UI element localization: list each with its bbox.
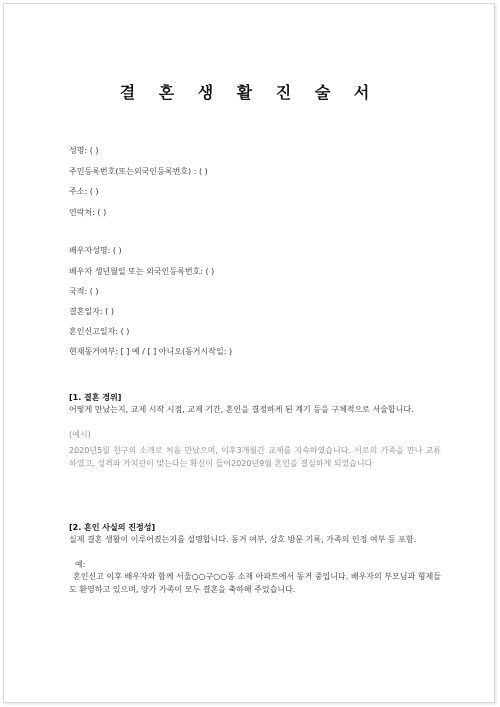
field-contact: 연락처: ( ) (69, 208, 107, 217)
field-spouse-name: 배우자성명: ( ) (69, 246, 122, 255)
section2-example-text: 혼인신고 이후 배우자와 함께 서울○○구○○동 소재 아파트에서 동거 중입니다. 배우자의 부모님과 형제들도 환영하고 있으며, 양가 가족이 모두 결혼을 축하해 주었습니다. (69, 572, 441, 594)
field-spouse-dob: 배우자 생년월일 또는 외국인등록번호: ( ) (69, 267, 215, 276)
field-nationality: 국적: ( ) (69, 287, 99, 296)
section2-instruction: 실제 결혼 생활이 이루어졌는지를 설명합니다. 동거 여부, 상호 방문 기록, 가족의 인정 여부 등 포함. (69, 535, 417, 544)
document-title: 결 혼 생 활 진 술 서 (119, 83, 379, 102)
field-registration-date: 혼인신고일자: ( ) (69, 327, 130, 336)
document-page (3, 3, 495, 703)
section1-example-label: (예시) (69, 430, 91, 439)
section1-example-text: 2020년5월 친구의 소개로 처음 만났으며, 이후3개월간 교제를 지속하였습니다. 서로의 가족을 만나 교류하였고, 성격과 가치관이 맞는다는 확신이 들어2020년9월 혼인을 결심하게 되었습니다 (69, 446, 441, 468)
field-address: 주소: ( ) (69, 187, 99, 196)
section2-example-label: 예: (75, 560, 86, 569)
field-cohabitation: 현재동거여부: [ ] 예 / [ ] 아니오(동거시작일: ) (69, 347, 233, 356)
field-name: 성명: ( ) (69, 146, 99, 155)
field-id-number: 주민등록번호(또는외국인등록번호) : ( ) (69, 167, 208, 176)
field-marriage-date: 결혼일자: ( ) (69, 307, 114, 316)
section2-heading: [2. 혼인 사실의 진정성] (69, 523, 156, 532)
section1-heading: [1. 결혼 경위] (69, 393, 122, 402)
section1-instruction: 어떻게 만났는지, 교제 시작 시점, 교제 기간, 혼인을 결정하게 된 계기 등을 구체적으로 서술합니다. (69, 405, 414, 414)
